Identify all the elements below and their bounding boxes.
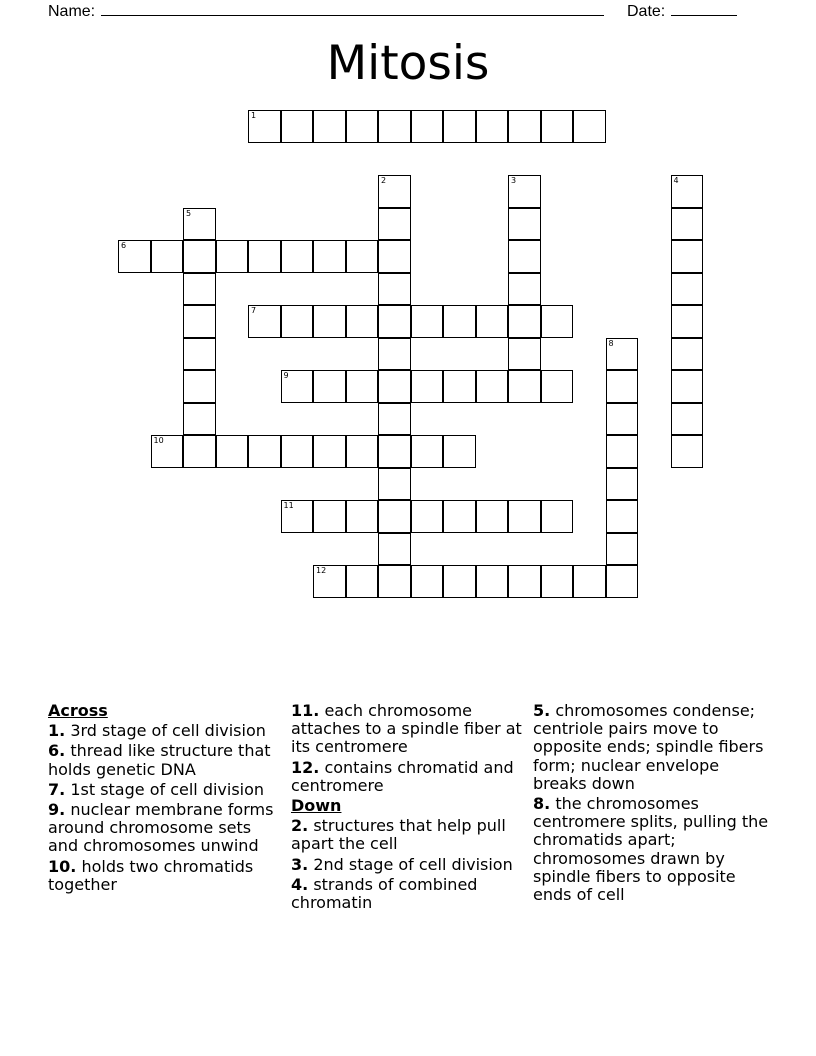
crossword-cell[interactable] [378, 403, 411, 436]
clue-text: chromosomes condense; centriole pairs move to opposite ends; spindle fibers form; nuclear envelope breaks down [533, 701, 764, 793]
crossword-cell[interactable] [378, 435, 411, 468]
clue-text: holds two chromatids together [48, 856, 254, 894]
crossword-cell[interactable] [313, 370, 346, 403]
clue-number: 12. [291, 757, 320, 777]
clue-text: nuclear membrane forms around chromosome sets and chromosomes unwind [48, 800, 274, 856]
clue-across-9 [48, 801, 280, 856]
crossword-cell[interactable] [508, 240, 541, 273]
crossword-cell[interactable] [378, 500, 411, 533]
crossword-cell[interactable] [411, 110, 444, 143]
crossword-cell[interactable] [573, 110, 606, 143]
crossword-cell[interactable] [541, 370, 574, 403]
crossword-cell[interactable] [183, 338, 216, 371]
crossword-cell[interactable] [671, 305, 704, 338]
crossword-cell[interactable] [606, 370, 639, 403]
cell-number: 5 [186, 208, 192, 218]
crossword-cell[interactable] [346, 435, 379, 468]
crossword-cell[interactable] [508, 500, 541, 533]
clue-down-4 [291, 876, 523, 912]
crossword-cell[interactable] [671, 175, 704, 208]
crossword-cell[interactable] [378, 175, 411, 208]
crossword-cell[interactable] [248, 110, 281, 143]
crossword-cell[interactable] [378, 208, 411, 241]
crossword-cell[interactable] [541, 110, 574, 143]
clue-number: 8. [533, 794, 551, 814]
clue-text: the chromosomes centromere splits, pulling the chromatids apart; chromosomes drawn by spindle fibers to opposite ends of cell [533, 794, 769, 905]
clue-across-7 [48, 781, 280, 799]
cell-number: 8 [608, 338, 614, 348]
crossword-cell[interactable] [183, 370, 216, 403]
cell-number: 7 [251, 306, 257, 315]
cell-number: 3 [511, 176, 517, 185]
crossword-cell[interactable] [671, 240, 704, 273]
crossword-cell[interactable] [606, 338, 639, 371]
clue-text: 3rd stage of cell division [70, 721, 266, 741]
crossword-cell[interactable] [476, 370, 509, 403]
clue-across-10 [48, 858, 280, 894]
crossword-cell[interactable] [606, 565, 639, 598]
crossword-cell[interactable] [313, 110, 346, 143]
crossword-cell[interactable] [248, 435, 281, 468]
crossword-cell[interactable] [151, 435, 184, 468]
crossword-cell[interactable] [248, 305, 281, 338]
crossword-cell[interactable] [443, 305, 476, 338]
crossword-cell[interactable] [606, 500, 639, 533]
crossword-cell[interactable] [508, 273, 541, 306]
clue-number: 2. [291, 816, 309, 836]
crossword-cell[interactable] [216, 435, 249, 468]
crossword-cell[interactable] [411, 500, 444, 533]
crossword-cell[interactable] [183, 273, 216, 306]
clue-number: 1. [48, 721, 66, 741]
crossword-cell[interactable] [378, 110, 411, 143]
clue-down-8 [533, 795, 773, 904]
crossword-cell[interactable] [541, 500, 574, 533]
cell-number: 1 [251, 111, 257, 120]
crossword-cell[interactable] [476, 565, 509, 598]
crossword-cell[interactable] [378, 240, 411, 273]
crossword-cell[interactable] [346, 110, 379, 143]
crossword-cell[interactable] [671, 208, 704, 241]
crossword-cell[interactable] [281, 305, 314, 338]
cell-number: 6 [121, 241, 127, 250]
cell-number: 10 [153, 436, 164, 445]
clue-across-11 [291, 702, 523, 757]
crossword-cell[interactable] [346, 500, 379, 533]
clue-number: 9. [48, 800, 66, 820]
crossword-cell[interactable] [248, 240, 281, 273]
crossword-cell[interactable] [411, 370, 444, 403]
clue-text: strands of combined chromatin [291, 874, 478, 913]
clue-number: 10. [48, 856, 77, 876]
clue-text: structures that help pull apart the cell [291, 816, 506, 854]
crossword-cell[interactable] [183, 208, 216, 241]
crossword-cell[interactable] [476, 110, 509, 143]
crossword-cell[interactable] [606, 435, 639, 468]
crossword-cell[interactable] [606, 533, 639, 566]
crossword-cell[interactable] [313, 500, 346, 533]
crossword-cell[interactable] [411, 565, 444, 598]
crossword-cell[interactable] [508, 175, 541, 208]
clue-number: 3. [291, 854, 309, 874]
crossword-cell[interactable] [443, 565, 476, 598]
clue-across-6 [48, 742, 280, 778]
crossword-cell[interactable] [508, 565, 541, 598]
cell-number: 12 [316, 566, 327, 575]
crossword-cell[interactable] [541, 565, 574, 598]
crossword-cell[interactable] [313, 435, 346, 468]
crossword-cell[interactable] [508, 338, 541, 371]
clue-across-1 [48, 722, 280, 740]
crossword-cell[interactable] [671, 273, 704, 306]
crossword-cell[interactable] [151, 240, 184, 273]
crossword-cell[interactable] [281, 500, 314, 533]
crossword-cell[interactable] [216, 240, 249, 273]
clue-text: thread like structure that holds genetic DNA [48, 741, 271, 779]
crossword-cell[interactable] [671, 370, 704, 403]
crossword-cell[interactable] [573, 565, 606, 598]
crossword-cell[interactable] [313, 240, 346, 273]
clue-down-2 [291, 817, 523, 853]
crossword-cell[interactable] [443, 370, 476, 403]
clue-down-5 [533, 702, 773, 793]
crossword-cell[interactable] [508, 305, 541, 338]
clue-text: each chromosome attaches to a spindle fiber at its centromere [291, 701, 522, 757]
cell-number: 4 [673, 176, 679, 185]
crossword-cell[interactable] [378, 565, 411, 598]
clue-text: 2nd stage of cell division [313, 854, 513, 874]
crossword-cell[interactable] [118, 240, 151, 273]
crossword-cell[interactable] [443, 435, 476, 468]
clue-number: 5. [533, 701, 551, 720]
clue-number: 4. [291, 874, 309, 894]
crossword-cell[interactable] [183, 305, 216, 338]
name-label: Name: [48, 3, 96, 20]
clue-down-3 [291, 856, 523, 874]
clue-column-1 [48, 702, 280, 896]
crossword-cell[interactable] [313, 565, 346, 598]
crossword-cell[interactable] [378, 533, 411, 566]
clue-number: 11. [291, 701, 320, 720]
crossword-cell[interactable] [443, 500, 476, 533]
crossword-cell[interactable] [281, 435, 314, 468]
clue-number: 7. [48, 779, 66, 799]
crossword-cell[interactable] [281, 110, 314, 143]
crossword-cell[interactable] [671, 338, 704, 371]
crossword-cell[interactable] [313, 305, 346, 338]
crossword-cell[interactable] [671, 435, 704, 468]
down-heading: Down [291, 796, 342, 816]
crossword-cell[interactable] [346, 240, 379, 273]
crossword-cell[interactable] [378, 305, 411, 338]
cell-number: 2 [381, 176, 387, 185]
cell-number: 9 [283, 371, 289, 380]
crossword-cell[interactable] [183, 403, 216, 436]
crossword-cell[interactable] [378, 273, 411, 306]
crossword-cell[interactable] [183, 435, 216, 468]
crossword-cell[interactable] [508, 370, 541, 403]
date-field[interactable] [627, 0, 737, 22]
crossword-cell[interactable] [443, 110, 476, 143]
crossword-cell[interactable] [378, 338, 411, 371]
crossword-cell[interactable] [476, 305, 509, 338]
crossword-cell[interactable] [606, 403, 639, 436]
crossword-cell[interactable] [281, 370, 314, 403]
name-line[interactable] [101, 0, 604, 16]
crossword-cell[interactable] [671, 403, 704, 436]
crossword-cell[interactable] [378, 468, 411, 501]
crossword-cell[interactable] [411, 305, 444, 338]
crossword-cell[interactable] [541, 305, 574, 338]
clue-text: 1st stage of cell division [70, 779, 265, 799]
clue-column-2 [291, 702, 523, 914]
crossword-cell[interactable] [183, 240, 216, 273]
crossword-cell[interactable] [378, 370, 411, 403]
crossword-cell[interactable] [606, 468, 639, 501]
crossword-cell[interactable] [346, 565, 379, 598]
date-label: Date: [627, 3, 666, 20]
name-field[interactable] [48, 0, 604, 22]
crossword-cell[interactable] [508, 110, 541, 143]
clue-text: contains chromatid and centromere [291, 757, 514, 795]
cell-number: 11 [283, 501, 294, 510]
clue-across-12 [291, 759, 523, 795]
crossword-cell[interactable] [508, 208, 541, 241]
crossword-cell[interactable] [476, 500, 509, 533]
clue-number: 6. [48, 741, 66, 761]
date-line[interactable] [671, 0, 737, 16]
crossword-cell[interactable] [281, 240, 314, 273]
page-title: Mitosis [326, 36, 490, 91]
across-heading: Across [48, 701, 108, 720]
crossword-cell[interactable] [346, 370, 379, 403]
clue-column-3 [533, 702, 773, 906]
crossword-cell[interactable] [346, 305, 379, 338]
crossword-cell[interactable] [411, 435, 444, 468]
